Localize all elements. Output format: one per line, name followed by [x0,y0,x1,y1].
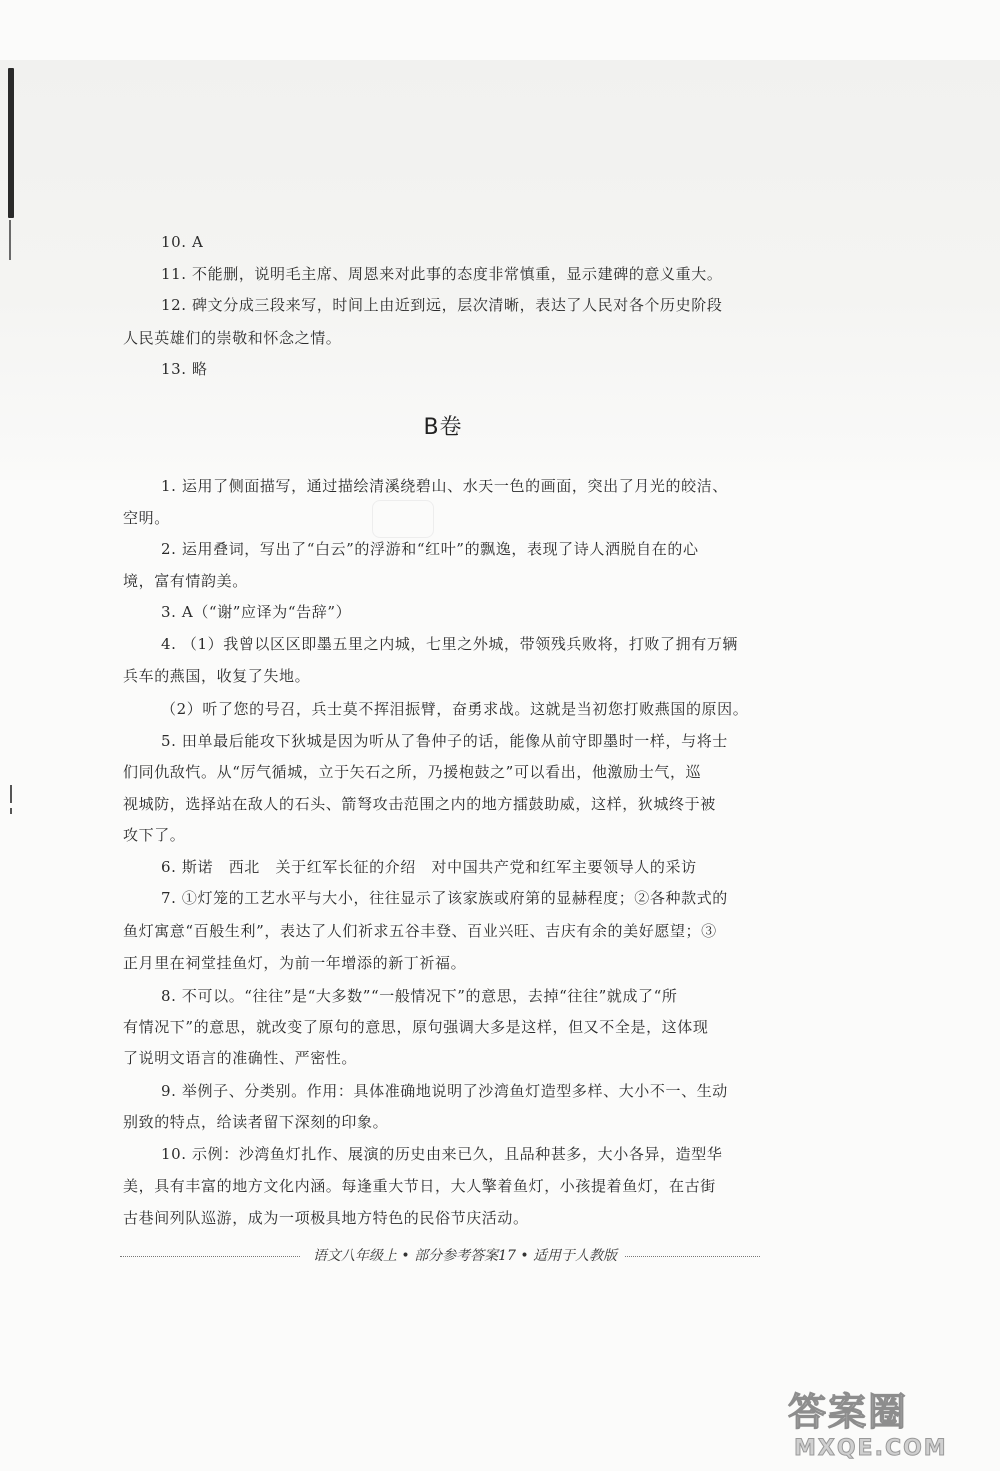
answer-a-10 [161,232,203,252]
answer-b-5 [161,731,728,751]
answer-number: 2. [161,540,177,558]
answer-b-1 [161,476,728,496]
answer-number: 10. [161,1145,187,1163]
answer-text: （1）我曾以区区即墨五里之内城，七里之外城，带领残兵败将，打败了拥有万辆 [181,635,739,653]
answer-text: ①灯笼的工艺水平与大小，往往显示了该家族或府第的显赫程度；②各种款式的 [181,889,728,907]
answer-b-5-cont2: 视城防，选择站在敌人的石头、箭弩攻击范围之内的地方擂鼓助威，这样，狄城终于被 [123,795,716,813]
footer-text: 语文八年级上 • 部分参考答案17 • 适用于人教版 [312,1248,618,1264]
watermark-domain: MXQE.COM [794,1436,948,1461]
answer-b-10-cont1: 美，具有丰富的地方文化内涵。每逢重大节日，大人擎着鱼灯，小孩提着鱼灯，在古街 [123,1177,716,1195]
watermark-title: 答案圈 [788,1390,909,1434]
site-watermark-logo [788,1390,978,1466]
answer-a-13 [161,359,208,379]
answer-text: A（“谢”应译为“告辞”） [181,603,352,621]
answer-b-10 [161,1144,722,1164]
answer-b-7-cont1: 鱼灯寓意“百般生利”，表达了人们祈求五谷丰登、百业兴旺、吉庆有余的美好愿望；③ [123,922,717,940]
answer-b-10-cont2: 古巷间列队巡游，成为一项极具地方特色的民俗节庆活动。 [123,1209,529,1227]
answer-b-4-part2: （2）听了您的号召，兵士莫不挥泪振臂，奋勇求战。这就是当初您打败燕国的原因。 [161,700,749,718]
answer-number: 10. [161,233,187,251]
answer-number: 3. [161,603,177,621]
answer-a-11 [161,264,722,284]
answer-b-4-cont: 兵车的燕国，收复了失地。 [123,667,311,685]
answer-number: 9. [161,1082,177,1100]
answer-number: 4. [161,635,177,653]
answer-b-4 [161,634,738,654]
answer-b-9-cont: 别致的特点，给读者留下深刻的印象。 [123,1113,389,1131]
answer-text: 示例：沙湾鱼灯扎作、展演的历史由来已久，且品种甚多，大小各异，造型华 [192,1145,723,1163]
footer-dotted-rule-right [625,1256,760,1257]
answer-b-2 [161,539,699,559]
footer-dotted-rule-left [120,1256,300,1257]
answer-text: 不可以。“往往”是“大多数”“一般情况下”的意思，去掉“往往”就成了“所 [181,987,678,1005]
answer-number: 6. [161,858,177,876]
answer-text: 碑文分成三段来写，时间上由近到远，层次清晰，表达了人民对各个历史阶段 [192,296,723,314]
page-footer [120,1246,760,1268]
answer-text: 不能删，说明毛主席、周恩来对此事的态度非常慎重，显示建碑的意义重大。 [192,265,723,283]
answer-b-6 [161,857,697,877]
answer-text: 运用叠词，写出了“白云”的浮游和“红叶”的飘逸，表现了诗人洒脱自在的心 [181,540,699,558]
answer-number: 7. [161,889,177,907]
answer-b-5-cont3: 攻下了。 [123,826,186,844]
answer-b-8-cont2: 了说明文语言的准确性、严密性。 [123,1049,358,1067]
answer-a-12-cont: 人民英雄们的崇敬和怀念之情。 [123,329,342,347]
scan-tick-mark [10,785,12,803]
scan-edge-mark-thin [9,220,11,260]
answer-b-8-cont1: 有情况下”的意思，就改变了原句的意思，原句强调大多是这样，但又不全是，这体现 [123,1018,709,1036]
section-b-title: B卷 [423,415,463,440]
scan-edge-mark [8,68,14,218]
answer-b-7-cont2: 正月里在祠堂挂鱼灯，为前一年增添的新丁祈福。 [123,954,467,972]
answer-number: 11. [161,265,187,283]
answer-number: 12. [161,296,187,314]
answer-text: A [192,233,204,251]
answer-b-9 [161,1081,728,1101]
answer-number: 8. [161,987,177,1005]
answer-number: 1. [161,477,177,495]
scan-tick-mark-small [10,808,12,814]
answer-b-7 [161,888,728,908]
answer-b-5-cont1: 们同仇敌忾。从“厉气循城，立于矢石之所，乃援枹鼓之”可以看出，他激励士气，巡 [123,763,702,781]
answer-number: 13. [161,360,187,378]
faint-stamp [372,500,434,538]
answer-text: 运用了侧面描写，通过描绘清溪绕碧山、水天一色的画面，突出了月光的皎洁、 [181,477,728,495]
answer-b-2-cont: 境，富有情韵美。 [123,572,248,590]
answer-b-3 [161,602,351,622]
answer-a-12 [161,295,722,315]
answer-text: 举例子、分类别。作用：具体准确地说明了沙湾鱼灯造型多样、大小不一、生动 [181,1082,728,1100]
answer-number: 5. [161,732,177,750]
answer-b-8 [161,986,678,1006]
answer-text: 田单最后能攻下狄城是因为听从了鲁仲子的话，能像从前守即墨时一样，与将士 [181,732,728,750]
answer-text: 斯诺 西北 关于红军长征的介绍 对中国共产党和红军主要领导人的采访 [181,858,697,876]
answer-text: 略 [192,360,208,378]
answer-b-1-cont: 空明。 [123,509,170,527]
